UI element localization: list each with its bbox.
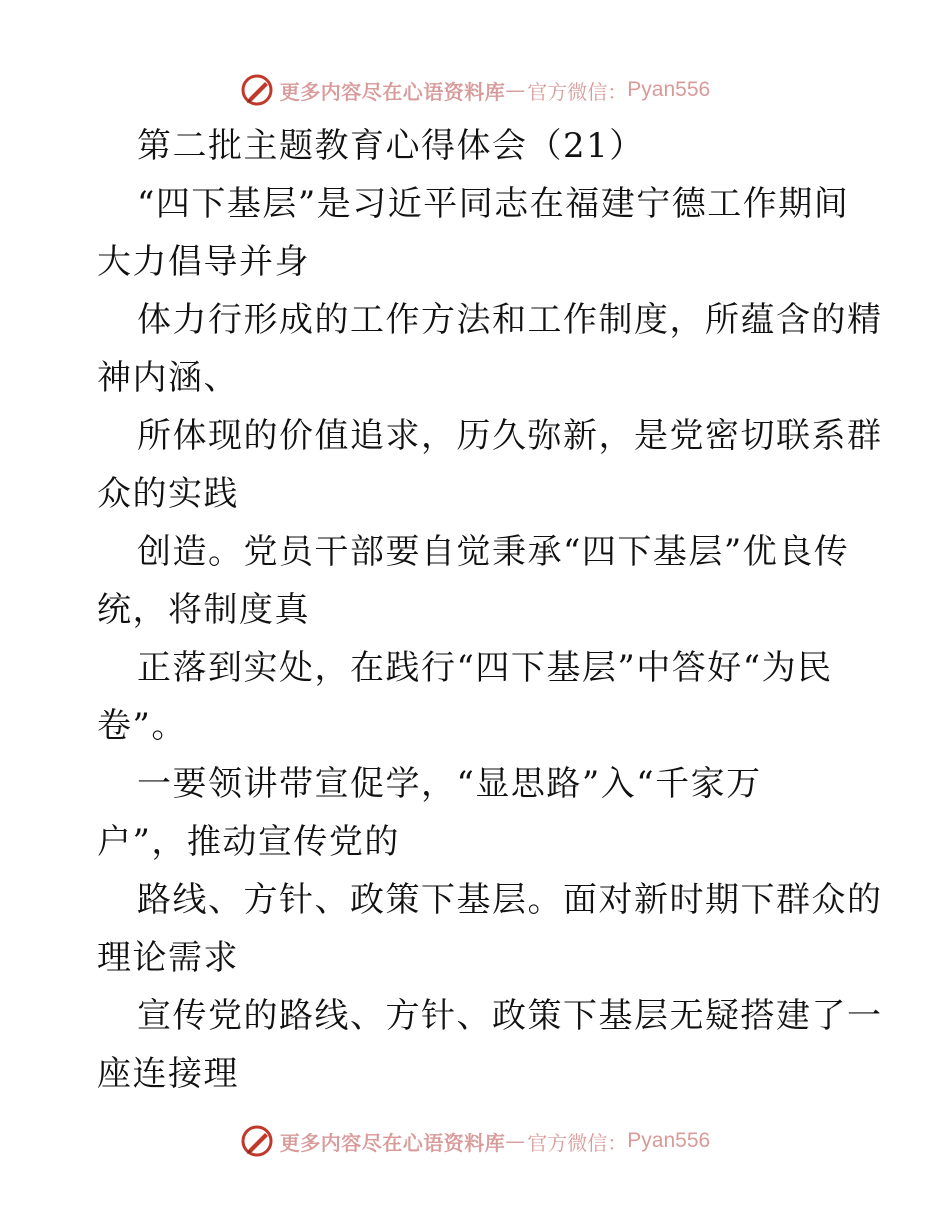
- document-title: 第二批主题教育心得体会（21）: [137, 126, 645, 166]
- watermark-main-text: 更多内容尽在心语资料库: [279, 79, 506, 104]
- paragraph-line: 一要领讲带宣促学，“显思路”入“千家万: [137, 764, 762, 804]
- paragraph-line: 所体现的价值追求，历久弥新，是党密切联系群: [137, 416, 883, 456]
- paragraph-line: 宣传党的路线、方针、政策下基层无疑搭建了一: [137, 996, 883, 1036]
- paragraph-line: 体力行形成的工作方法和工作制度，所蕴含的精: [137, 300, 883, 340]
- document-body: [97, 117, 883, 1103]
- paragraph-line: 神内涵、: [97, 358, 239, 398]
- watermark-wechat-id: Pyan556: [627, 1129, 711, 1152]
- watermark-wechat-label: 官方微信：: [527, 1130, 628, 1155]
- paragraph-line: 创造。党员干部要自觉秉承“四下基层”优良传: [137, 532, 850, 572]
- watermark-dash: —: [505, 1129, 526, 1153]
- paragraph-line: “四下基层”是习近平同志在福建宁德工作期间: [137, 184, 850, 224]
- paragraph-line: 理论需求: [97, 938, 239, 978]
- paragraph-line: 大力倡导并身: [97, 242, 310, 282]
- paragraph-line: 卷”。: [97, 706, 187, 746]
- paragraph-line: 户”，推动宣传党的: [97, 822, 400, 862]
- watermark-main-text: 更多内容尽在心语资料库: [279, 1130, 506, 1155]
- watermark-wechat-label: 官方微信：: [527, 79, 628, 104]
- watermark-dash: —: [505, 78, 526, 102]
- paragraph-line: 路线、方针、政策下基层。面对新时期下群众的: [137, 880, 883, 920]
- paragraph-line: 众的实践: [97, 474, 239, 514]
- watermark-wechat-id: Pyan556: [627, 78, 711, 101]
- paragraph-line: 统，将制度真: [97, 590, 310, 630]
- paragraph-line: 正落到实处，在践行“四下基层”中答好“为民: [137, 648, 833, 688]
- pen-logo-icon: [240, 1124, 274, 1158]
- pen-logo-icon: [240, 73, 274, 107]
- footer-watermark: [0, 1121, 950, 1161]
- paragraph-line: 座连接理: [97, 1054, 239, 1094]
- header-watermark: [0, 70, 950, 110]
